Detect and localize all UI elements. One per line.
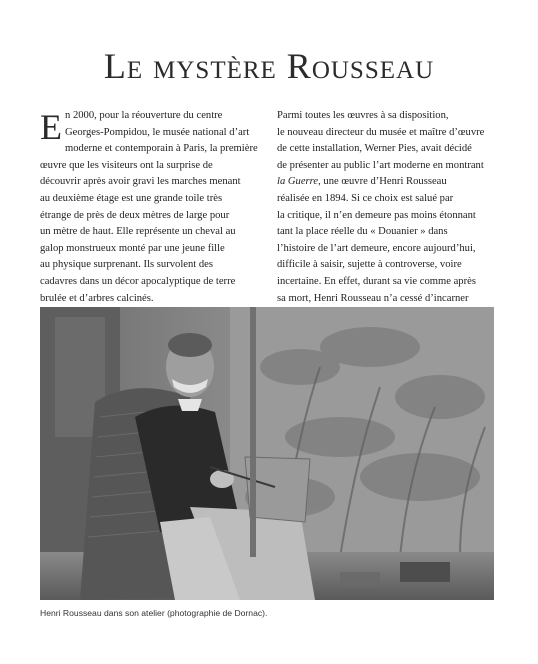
right-column <box>277 108 499 307</box>
text-line: galop monstrueux monté par une jeune fille <box>40 242 225 254</box>
text-line: découvrir après avoir gravi les marches menant <box>40 176 241 188</box>
text-line: sa mort, Henri Rousseau n’a cessé d’incarner <box>277 292 469 304</box>
left-paragraph <box>40 108 262 307</box>
text-line: de cette installation, Werner Pies, avait décidé <box>277 143 472 155</box>
photo-caption: Henri Rousseau dans son atelier (photographie de Dornac). <box>40 608 268 618</box>
text-line: , une œuvre d’Henri Rousseau <box>318 176 447 188</box>
page-title: Le mystère Rousseau <box>103 46 435 86</box>
text-line: un mètre de haut. Elle représente un cheval au <box>40 226 236 238</box>
text-line: tant la place réelle du « Douanier » dans <box>277 226 448 238</box>
text-line: au deuxième étage est une grande toile très <box>40 192 223 204</box>
text-line: n 2000, pour la réouverture du centre <box>65 110 223 121</box>
text-line: œuvre que les visiteurs ont la surprise de <box>40 159 213 171</box>
text-line: réalisée en 1894. Si ce choix est salué par <box>277 192 454 204</box>
text-line: étrange de près de deux mètres de large pour <box>40 209 230 221</box>
text-line: au physique surprenant. Ils survolent des <box>40 259 213 271</box>
text-line: incertaine. En effet, durant sa vie comme après <box>277 275 476 287</box>
right-paragraph <box>277 108 499 307</box>
text-line: brulée et d’arbres calcinés. <box>40 292 154 304</box>
drop-cap: E <box>40 107 62 147</box>
text-line: la critique, il n’en demeure pas moins étonnant <box>277 209 476 221</box>
text-line: le nouveau directeur du musée et maître d’œuvre <box>277 126 485 138</box>
text-line: l’histoire de l’art demeure, encore aujourd’hui, <box>277 242 476 254</box>
portrait-photograph <box>40 307 494 600</box>
text-line: Parmi toutes les œuvres à sa disposition, <box>277 110 449 121</box>
text-line: difficile à saisir, sujette à controverse, voire <box>277 259 462 271</box>
left-column <box>40 108 262 307</box>
text-line: cadavres dans un décor apocalyptique de terre <box>40 275 236 287</box>
photo-illustration <box>40 307 494 600</box>
text-line: Georges-Pompidou, le musée national d’art <box>65 126 250 138</box>
artwork-title: la Guerre <box>277 176 319 188</box>
text-line: de présenter au public l’art moderne en montrant <box>277 159 484 171</box>
text-line: moderne et contemporain à Paris, la première <box>65 143 258 155</box>
